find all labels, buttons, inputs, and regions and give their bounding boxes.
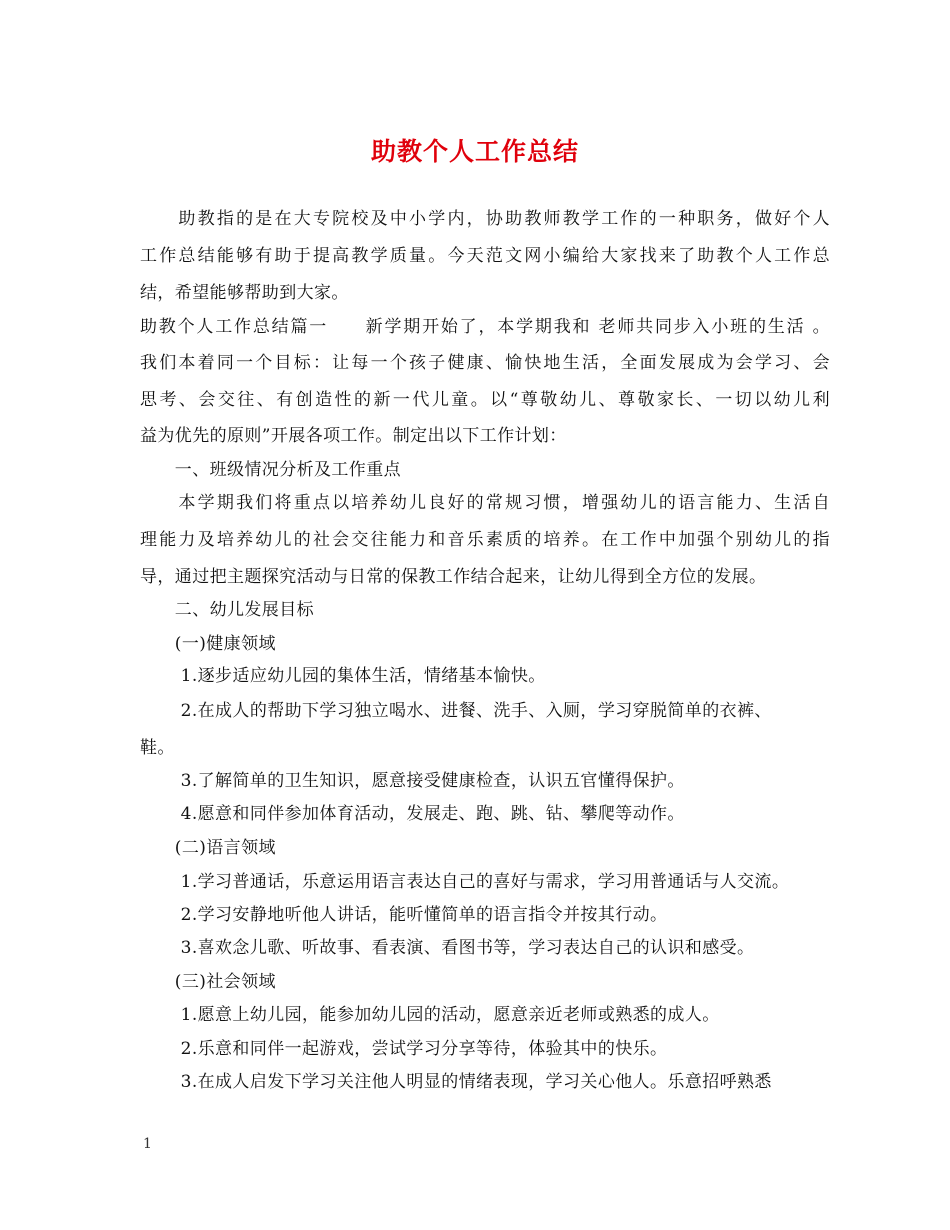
paragraph-line: 思考、会交往、有创造性的新一代儿童。以“尊敬幼儿、尊敬家长、一切以幼儿利 [140, 390, 830, 410]
subsection-heading: (二)语言领域 [140, 838, 276, 858]
list-item: 4.愿意和同伴参加体育活动，发展走、跑、跳、钻、攀爬等动作。 [140, 804, 685, 824]
page-number: 1 [143, 1136, 152, 1152]
list-item: 1.逐步适应幼儿园的集体生活，情绪基本愉快。 [140, 666, 546, 686]
paragraph-line: 我们本着同一个目标：让每一个孩子健康、愉快地生活，全面发展成为会学习、会 [140, 353, 830, 373]
paragraph-line: 助教指的是在大专院校及中小学内，协助教师教学工作的一种职务，做好个人 [140, 209, 830, 229]
list-item: 2.乐意和同伴一起游戏，尝试学习分享等待，体验其中的快乐。 [140, 1039, 668, 1059]
paragraph-line: 益为优先的原则”开展各项工作。制定出以下工作计划： [140, 426, 567, 446]
list-item: 1.愿意上幼儿园，能参加幼儿园的活动，愿意亲近老师或熟悉的成人。 [140, 1005, 720, 1025]
list-item: 3.喜欢念儿歌、听故事、看表演、看图书等，学习表达自己的认识和感受。 [140, 938, 755, 958]
paragraph-line: 导，通过把主题探究活动与日常的保教工作结合起来，让幼儿得到全方位的发展。 [140, 567, 767, 587]
list-item: 2.在成人的帮助下学习独立喝水、进餐、洗手、入厕，学习穿脱简单的衣裤、 [140, 701, 772, 721]
subsection-heading: (一)健康领域 [140, 634, 276, 654]
section-heading: 二、幼儿发展目标 [140, 600, 314, 620]
paragraph-line: 本学期我们将重点以培养幼儿良好的常规习惯，增强幼儿的语言能力、生活自 [140, 493, 830, 513]
section-heading: 一、班级情况分析及工作重点 [140, 460, 401, 480]
subsection-heading: (三)社会领域 [140, 972, 276, 992]
document-title: 助教个人工作总结 [370, 137, 579, 166]
paragraph-line: 结，希望能够帮助到大家。 [140, 283, 349, 303]
list-item: 3.了解简单的卫生知识，愿意接受健康检查，认识五官懂得保护。 [140, 771, 685, 791]
paragraph-line: 理能力及培养幼儿的社会交往能力和音乐素质的培养。在工作中加强个别幼儿的指 [140, 530, 830, 550]
list-item: 1.学习普通话，乐意运用语言表达自己的喜好与需求，学习用普通话与人交流。 [140, 872, 790, 892]
paragraph-line: 工作总结能够有助于提高教学质量。今天范文网小编给大家找来了助教个人工作总 [140, 246, 830, 266]
list-item: 2.学习安静地听他人讲话，能听懂简单的语言指令并按其行动。 [140, 905, 668, 925]
list-item: 3.在成人启发下学习关注他人明显的情绪表现，学习关心他人。乐意招呼熟悉 [140, 1072, 772, 1092]
list-item-continuation: 鞋。 [140, 738, 175, 758]
paragraph-line: 助教个人工作总结篇一 新学期开始了，本学期我和 老师共同步入小班的生活 。 [140, 317, 830, 337]
